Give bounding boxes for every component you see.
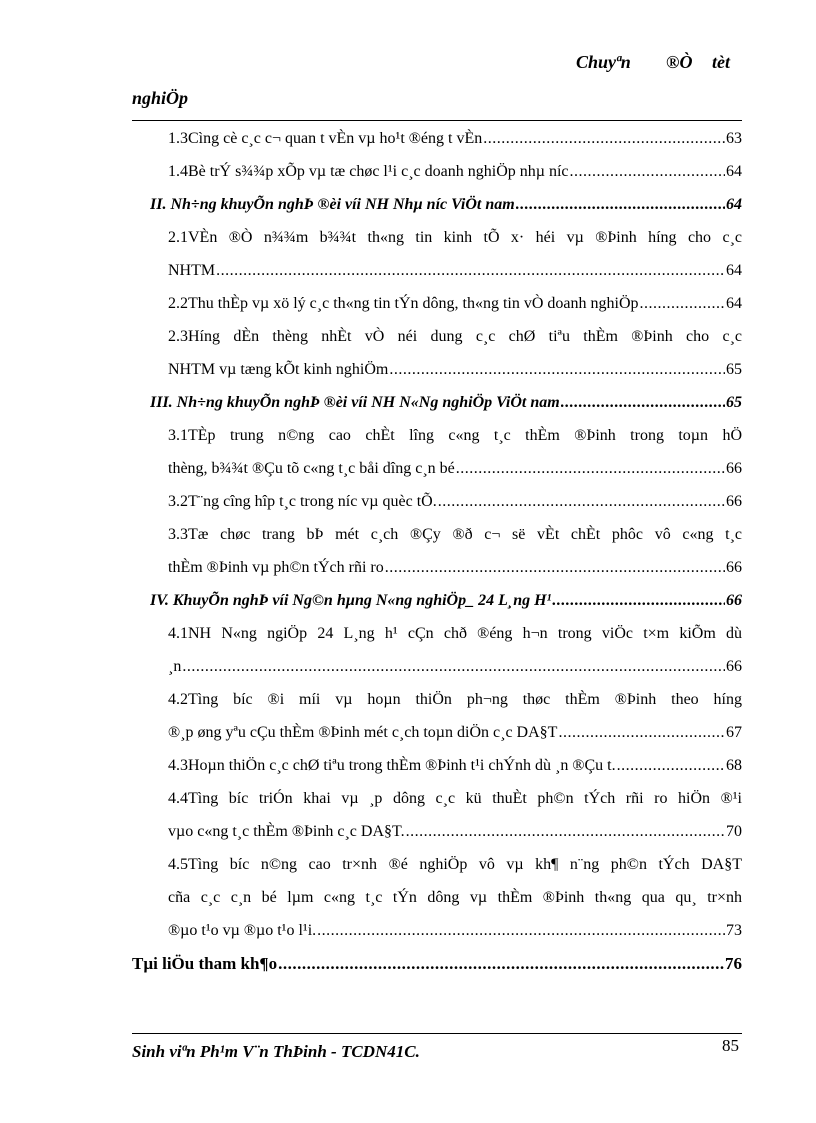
toc-subsection-entry bbox=[132, 287, 742, 320]
toc-subsection-entry bbox=[132, 320, 742, 386]
toc-subsection-entry bbox=[132, 782, 742, 848]
dot-leader bbox=[317, 914, 725, 947]
toc-top-entry bbox=[132, 947, 742, 980]
dot-leader bbox=[278, 947, 724, 980]
toc-page-number: 65 bbox=[726, 394, 742, 411]
header-word: ®Ò bbox=[666, 52, 693, 72]
toc-line bbox=[168, 551, 742, 584]
toc-entry-text: IV. KhuyÕn nghÞ víi Ng©n hµng N«ng nghiÖp_ 24 L¸ng H¹ bbox=[150, 592, 552, 609]
dot-leader bbox=[552, 584, 725, 617]
toc-subsection-entry bbox=[132, 683, 742, 749]
toc-line bbox=[168, 287, 742, 320]
toc-line bbox=[168, 683, 742, 716]
toc-page-number: 70 bbox=[726, 823, 742, 840]
toc-page-number: 66 bbox=[726, 592, 742, 609]
toc-entry-text: ®¸p øng yªu cÇu thÈm ®Þinh mét c¸ch toµn diÖn c¸c DA§T bbox=[168, 724, 558, 741]
toc-entry-text: II. Nh÷ng khuyÕn nghÞ ®èi víi NH Nhµ níc ViÖt nam bbox=[150, 196, 515, 213]
toc-line bbox=[168, 320, 742, 353]
toc-subsection-entry bbox=[132, 419, 742, 485]
toc-entry-text: cña c¸c c¸n bé lµm c«ng t¸c tÝn dông vµ thÈm ®Þinh th«ng qua qu¸ tr×nh bbox=[168, 889, 742, 906]
toc-page-number: 67 bbox=[726, 724, 742, 741]
toc-entry-text: 1.4Bè trÝ s¾¾p xÕp vµ tæ chøc l¹i c¸c doanh nghiÖp nhµ níc bbox=[168, 163, 569, 180]
toc-page-number: 64 bbox=[726, 295, 742, 312]
toc-line bbox=[168, 815, 742, 848]
toc-page-number: 66 bbox=[726, 460, 742, 477]
toc-line bbox=[168, 848, 742, 881]
toc-entry-text: 4.2Tìng bíc ®i míi vµ hoµn thiÖn ph¬ng thøc thÈm ®Þinh theo híng bbox=[168, 691, 742, 708]
toc-entry-text: 1.3Cìng cè c¸c c¬ quan t vÈn vµ ho¹t ®éng t vÈn bbox=[168, 130, 483, 147]
toc-line bbox=[150, 584, 742, 617]
toc-line bbox=[168, 419, 742, 452]
toc-page-number: 76 bbox=[725, 954, 742, 973]
dot-leader bbox=[385, 551, 725, 584]
toc-entry-text: 2.3Híng dÈn thèng nhÈt vÒ néi dung c¸c chØ tiªu thÈm ®Þinh cho c¸c bbox=[168, 328, 742, 345]
toc-subsection-entry bbox=[132, 617, 742, 683]
toc-subsection-entry bbox=[132, 518, 742, 584]
toc-line bbox=[168, 254, 742, 287]
toc-line bbox=[132, 947, 742, 980]
footer-rule bbox=[132, 1033, 742, 1034]
table-of-contents bbox=[132, 122, 742, 980]
toc-line bbox=[168, 716, 742, 749]
toc-subsection-entry bbox=[132, 221, 742, 287]
toc-subsection-entry bbox=[132, 485, 742, 518]
dot-leader bbox=[456, 452, 725, 485]
dot-leader bbox=[640, 287, 725, 320]
toc-page-number: 65 bbox=[726, 361, 742, 378]
toc-line bbox=[168, 881, 742, 914]
toc-line bbox=[168, 782, 742, 815]
toc-subsection-entry bbox=[132, 155, 742, 188]
dot-leader bbox=[570, 155, 725, 188]
dot-leader bbox=[558, 716, 725, 749]
toc-line bbox=[168, 914, 742, 947]
toc-section-entry bbox=[132, 584, 742, 617]
toc-entry-text: 3.2T¨ng cîng hîp t¸c trong níc vµ quèc tÕ. bbox=[168, 493, 437, 510]
toc-entry-text: 3.3Tæ chøc trang bÞ mét c¸ch ®Çy ®ð c¬ së vÈt chÈt phôc vô c«ng t¸c bbox=[168, 526, 742, 543]
toc-page-number: 66 bbox=[726, 493, 742, 510]
header-word: Chuyªn bbox=[576, 52, 631, 72]
toc-subsection-entry bbox=[132, 749, 742, 782]
header-rule bbox=[132, 120, 742, 121]
dot-leader bbox=[483, 122, 725, 155]
toc-entry-text: Tµi liÖu tham kh¶o bbox=[132, 954, 278, 973]
toc-page-number: 64 bbox=[726, 262, 742, 279]
toc-line bbox=[168, 650, 742, 683]
toc-entry-text: 4.3Hoµn thiÖn c¸c chØ tiªu trong thÈm ®Þinh t¹i chÝnh dù ¸n ®Çu t. bbox=[168, 757, 616, 774]
toc-entry-text: thèng, b¾¾t ®Çu tõ c«ng t¸c båi dîng c¸n bé bbox=[168, 460, 455, 477]
toc-entry-text: 3.1TÈp trung n©ng cao chÈt lîng c«ng t¸c thÈm ®Þinh trong toµn hÖ bbox=[168, 427, 742, 444]
toc-entry-text: 4.5Tìng bíc n©ng cao tr×nh ®é nghiÖp vô vµ kh¶ n¨ng ph©n tÝch DA§T bbox=[168, 856, 742, 873]
toc-entry-text: NHTM bbox=[168, 262, 216, 279]
toc-page-number: 73 bbox=[726, 922, 742, 939]
toc-subsection-entry bbox=[132, 848, 742, 947]
dot-leader bbox=[516, 188, 725, 221]
toc-section-entry bbox=[132, 386, 742, 419]
toc-line bbox=[150, 188, 742, 221]
toc-page-number: 63 bbox=[726, 130, 742, 147]
toc-entry-text: 4.1NH N«ng ngiÖp 24 L¸ng h¹ cÇn chð ®éng h¬n trong viÖc t×m kiÕm dù bbox=[168, 625, 742, 642]
toc-entry-text: ¸n bbox=[168, 658, 182, 675]
toc-line bbox=[168, 155, 742, 188]
toc-entry-text: ®µo t¹o vµ ®µo t¹o l¹i. bbox=[168, 922, 317, 939]
toc-page-number: 64 bbox=[726, 196, 742, 213]
toc-line bbox=[168, 485, 742, 518]
toc-line bbox=[168, 452, 742, 485]
toc-line bbox=[168, 122, 742, 155]
header-continuation: nghiÖp bbox=[132, 88, 189, 108]
dot-leader bbox=[216, 254, 725, 287]
toc-entry-text: vµo c«ng t¸c thÈm ®Þinh c¸c DA§T. bbox=[168, 823, 405, 840]
toc-entry-text: thÈm ®Þinh vµ ph©n tÝch rñi ro bbox=[168, 559, 384, 576]
dot-leader bbox=[406, 815, 725, 848]
dot-leader bbox=[617, 749, 725, 782]
toc-entry-text: III. Nh÷ng khuyÕn nghÞ ®èi víi NH N«Ng nghiÖp ViÖt nam bbox=[150, 394, 560, 411]
toc-line bbox=[168, 617, 742, 650]
page-number: 85 bbox=[722, 1036, 739, 1055]
toc-line bbox=[168, 749, 742, 782]
toc-entry-text: NHTM vµ tæng kÕt kinh nghiÖm bbox=[168, 361, 389, 378]
toc-page-number: 68 bbox=[726, 757, 742, 774]
toc-subsection-entry bbox=[132, 122, 742, 155]
toc-entry-text: 2.1VÈn ®Ò n¾¾m b¾¾t th«ng tin kinh tÕ x· héi vµ ®Þinh híng cho c¸c bbox=[168, 229, 742, 246]
toc-entry-text: 4.4Tìng bíc triÓn khai vµ ¸p dông c¸c kü thuÈt ph©n tÝch rñi ro hiÖn ®¹i bbox=[168, 790, 742, 807]
dot-leader bbox=[389, 353, 725, 386]
toc-entry-text: 2.2Thu thÈp vµ xö lý c¸c th«ng tin tÝn dông, th«ng tin vÒ doanh nghiÖp bbox=[168, 295, 639, 312]
toc-line bbox=[150, 386, 742, 419]
running-header bbox=[132, 52, 742, 78]
toc-line bbox=[168, 221, 742, 254]
toc-page-number: 64 bbox=[726, 163, 742, 180]
footer-author: Sinh viªn Ph¹m V¨n ThÞinh - TCDN41C. bbox=[132, 1042, 420, 1061]
dot-leader bbox=[438, 485, 725, 518]
toc-page-number: 66 bbox=[726, 559, 742, 576]
dot-leader bbox=[182, 650, 725, 683]
toc-page-number: 66 bbox=[726, 658, 742, 675]
toc-line bbox=[168, 353, 742, 386]
toc-section-entry bbox=[132, 188, 742, 221]
toc-line bbox=[168, 518, 742, 551]
header-word: tèt bbox=[712, 52, 730, 72]
dot-leader bbox=[561, 386, 725, 419]
